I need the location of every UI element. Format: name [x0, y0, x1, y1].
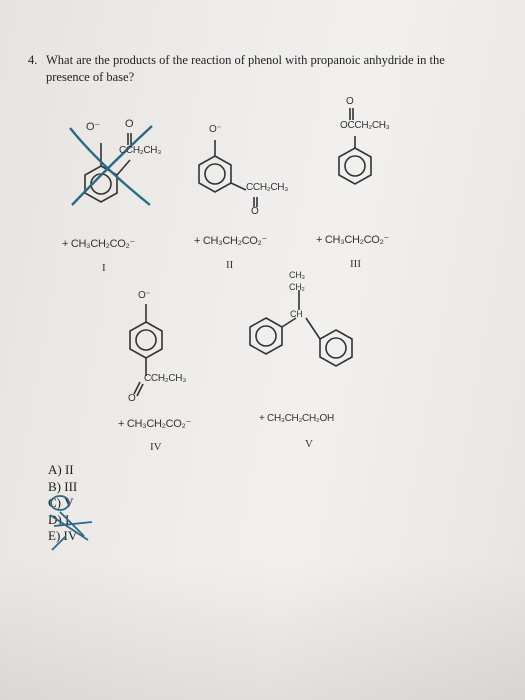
byproduct-1: + CH₃CH₂CO₂⁻ — [62, 238, 135, 250]
choice-d-strike-1 — [50, 515, 88, 540]
s4-carbonyl-o-label: O — [128, 393, 136, 404]
numeral-2: II — [226, 259, 234, 271]
choice-b-answer: III — [64, 478, 78, 494]
s4-oxygen-label: O⁻ — [138, 290, 151, 301]
byproduct-4: + CH₃CH₂CO₂⁻ — [118, 418, 191, 430]
numeral-5: V — [305, 438, 313, 450]
s1-group-label: CCH₂CH₃ — [119, 145, 161, 156]
choice-e-slash-mark — [52, 536, 66, 550]
s2-group-label: CCH₂CH₃ — [246, 182, 288, 193]
s4-group-label: CCH₂CH₃ — [144, 373, 186, 384]
s2-carbonyl-o-label: O — [251, 206, 259, 217]
choice-c-answer: V — [64, 495, 74, 510]
s2-oxygen-label: O⁻ — [209, 124, 222, 135]
choice-a[interactable]: A) II — [48, 462, 74, 477]
choice-b[interactable]: B) III — [48, 478, 78, 494]
choice-d-answer: I — [64, 511, 70, 527]
s5-ch3-label: CH₃ — [289, 270, 305, 280]
s3-group-label: OCCH₂CH₃ — [340, 120, 390, 131]
numeral-1: I — [102, 262, 106, 274]
question-number: 4. — [28, 53, 38, 67]
choice-a-answer: II — [64, 462, 74, 477]
question-line-2: presence of base? — [46, 70, 135, 84]
question-stem-line1: What are the products of the reaction of phenol with propanoic anhydride in the — [46, 53, 445, 67]
s3-carbonyl-o-label: O — [346, 96, 354, 107]
choice-c-circle-mark — [51, 496, 69, 510]
s5-ch2-label: CH₂ — [289, 282, 305, 292]
choice-c[interactable]: C) V — [48, 495, 74, 510]
choice-e-answer: IV — [63, 528, 78, 543]
s5-ch-label: CH — [290, 309, 303, 319]
s1-carbonyl-o-label: O — [125, 118, 134, 130]
numeral-3: III — [350, 258, 361, 270]
numeral-4: IV — [150, 441, 162, 453]
choice-e[interactable]: E) IV — [48, 528, 78, 543]
byproduct-3: + CH₃CH₂CO₂⁻ — [316, 234, 389, 246]
choice-d[interactable]: D) I — [48, 511, 70, 527]
s1-oxygen-label: O⁻ — [86, 121, 100, 133]
byproduct-2: + CH₃CH₂CO₂⁻ — [194, 235, 267, 247]
byproduct-5: + CH₃CH₂CH₂OH — [259, 413, 334, 424]
